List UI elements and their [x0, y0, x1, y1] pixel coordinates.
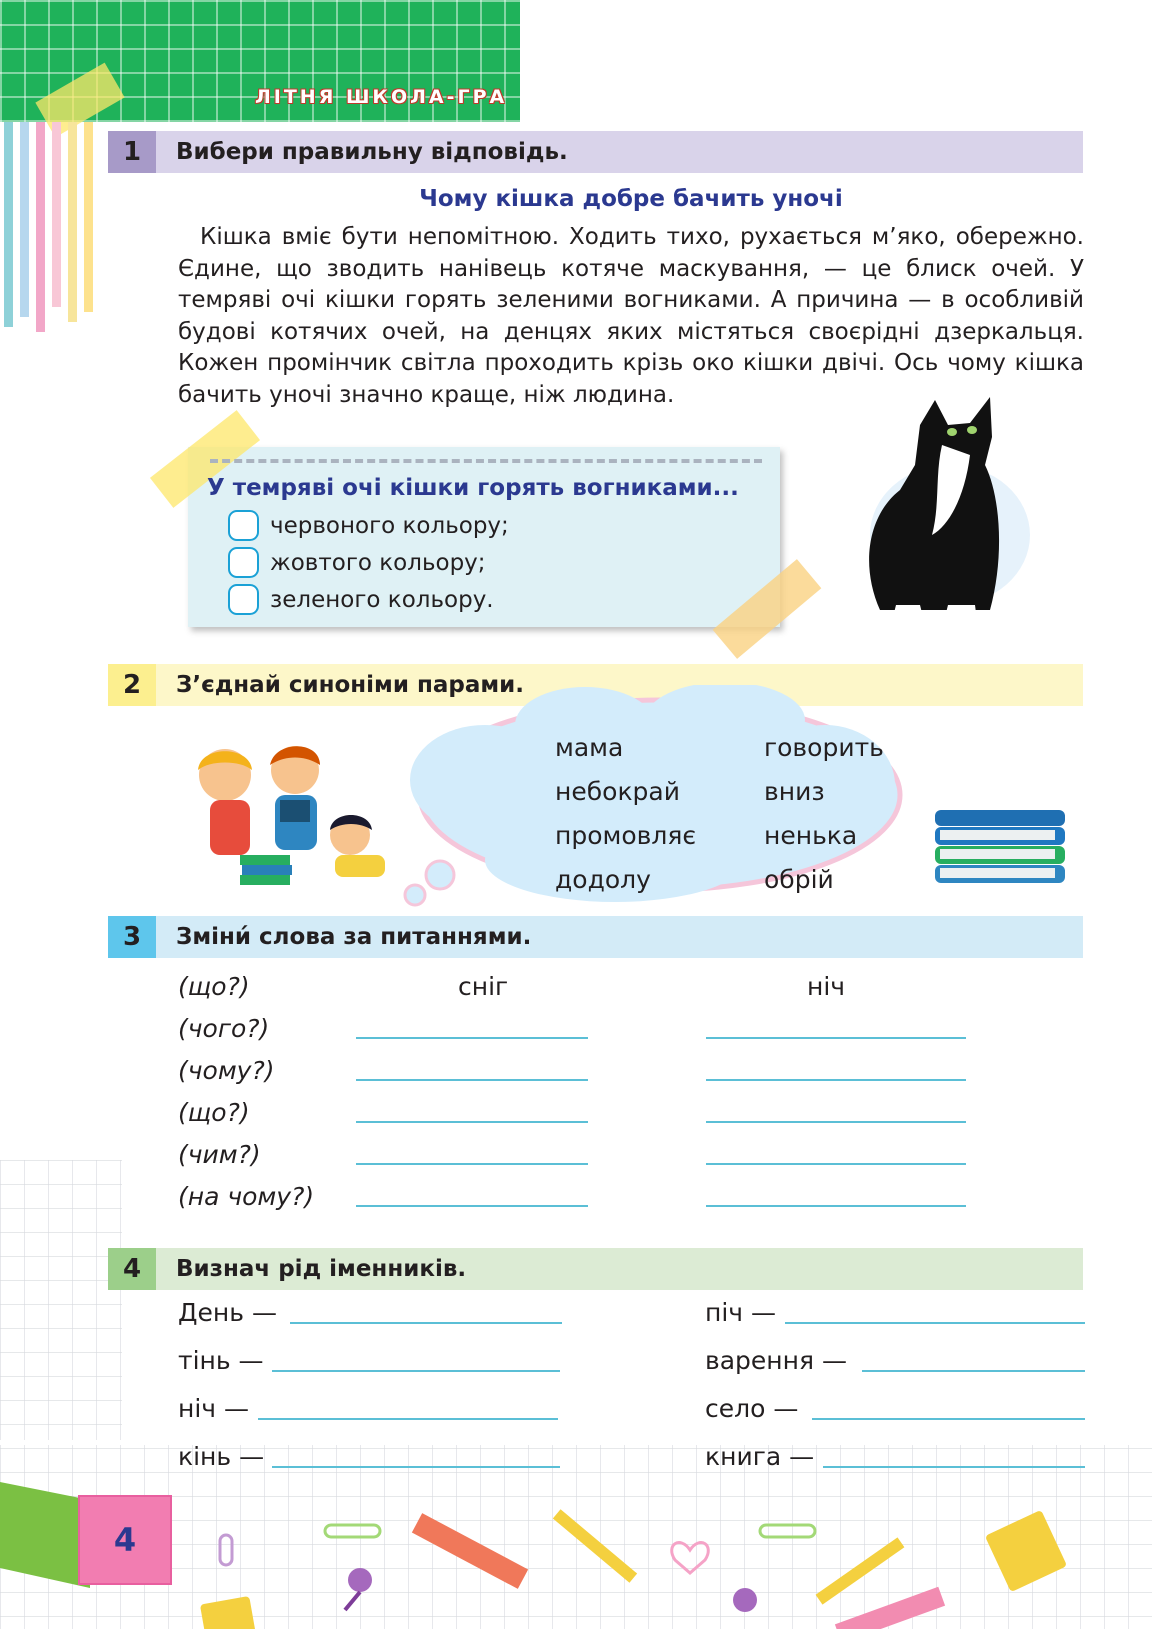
paperclip-icon — [325, 1525, 380, 1537]
chalk-stripes-decoration — [0, 122, 100, 342]
ruler-icon — [835, 1587, 945, 1629]
question-label: (що?) — [178, 1098, 250, 1127]
cat-illustration — [840, 385, 1030, 615]
pushpin-icon — [733, 1588, 757, 1612]
answer-line[interactable] — [356, 1121, 588, 1123]
task2-title: З’єднай синоніми парами. — [176, 672, 525, 698]
option-label: жовтого кольору; — [270, 549, 486, 576]
noun-label: кінь — — [178, 1442, 265, 1471]
answer-line[interactable] — [706, 1079, 966, 1081]
noun-label: ніч — — [178, 1394, 250, 1423]
noun-label: День — — [178, 1298, 277, 1327]
quiz-option[interactable] — [228, 547, 486, 578]
synonym-left-word: мама — [555, 733, 624, 762]
pushpin-icon — [345, 1568, 372, 1610]
dashed-divider — [210, 459, 762, 463]
option-checkbox[interactable] — [228, 584, 259, 615]
answer-line[interactable] — [706, 1121, 966, 1123]
answer-line[interactable] — [823, 1466, 1085, 1468]
answer-line[interactable] — [272, 1370, 560, 1372]
option-checkbox[interactable] — [228, 547, 259, 578]
paperclip-icon — [220, 1535, 232, 1565]
task4-title: Визнач рід іменників. — [176, 1256, 467, 1282]
task3-header — [108, 916, 1083, 958]
synonym-right-word: обрій — [764, 865, 834, 894]
task3-title: Зміни́ слова за питаннями. — [176, 924, 532, 950]
books-stack-illustration — [930, 810, 1075, 895]
heart-icon — [672, 1543, 709, 1573]
answer-line[interactable] — [812, 1418, 1085, 1420]
children-reading-illustration — [180, 740, 420, 900]
question-label: (чого?) — [178, 1014, 270, 1043]
answer-line[interactable] — [356, 1037, 588, 1039]
synonym-right-word: ненька — [764, 821, 858, 850]
answer-line[interactable] — [706, 1163, 966, 1165]
noun-label: книга — — [705, 1442, 815, 1471]
noun-label: тінь — — [178, 1346, 264, 1375]
noun-label: село — — [705, 1394, 799, 1423]
noun-label: варення — — [705, 1346, 847, 1375]
question-label: (чим?) — [178, 1140, 261, 1169]
answer-line[interactable] — [862, 1370, 1085, 1372]
word-night: ніч — [807, 972, 846, 1001]
story-text: Кішка вміє бути непомітною. Ходить тихо, рухається м’яко, обережно. Єдине, що зводить нанівець котяче маскування, — це блиск очей. У темряві очі кішки горять зеленими вогниками. А причина — в особливій будові котячих очей, на денцях яких містяться своєрідні дзеркальця. Кожен промінчик світла проходить крізь око кішки двічі. Ось чому кішка бачить уночі значно краще, ніж людина. — [178, 224, 1084, 408]
stationery-decorations — [195, 1505, 1095, 1629]
task1-number: 1 — [108, 131, 156, 173]
story-title: Чому кішка добре бачить уночі — [419, 186, 843, 212]
answer-line[interactable] — [356, 1079, 588, 1081]
word-snow: сніг — [458, 972, 509, 1001]
quiz-option[interactable] — [228, 584, 494, 615]
question-label: (на чому?) — [178, 1182, 315, 1211]
answer-line[interactable] — [785, 1322, 1085, 1324]
answer-line[interactable] — [356, 1205, 588, 1207]
answer-line[interactable] — [290, 1322, 562, 1324]
task4-number: 4 — [108, 1248, 156, 1290]
answer-line[interactable] — [272, 1466, 560, 1468]
synonym-left-word: промовляє — [555, 821, 697, 850]
question-label: (чому?) — [178, 1056, 275, 1085]
quiz-option[interactable] — [228, 510, 509, 541]
page-number: 4 — [78, 1495, 172, 1585]
answer-line[interactable] — [706, 1037, 966, 1039]
answer-line[interactable] — [356, 1163, 588, 1165]
notebook-icon — [985, 1510, 1067, 1592]
task4-header — [108, 1248, 1083, 1290]
question-label: (що?) — [178, 972, 250, 1001]
option-checkbox[interactable] — [228, 510, 259, 541]
green-crayon-decoration — [0, 1470, 90, 1590]
synonym-left-word: небокрай — [555, 777, 680, 806]
quiz-question: У темряві очі кішки горять вогниками... — [207, 475, 739, 501]
answer-line[interactable] — [258, 1418, 558, 1420]
pencil-icon — [816, 1537, 905, 1604]
synonym-left-word: додолу — [555, 865, 651, 894]
option-label: червоного кольору; — [270, 512, 509, 539]
ruler-icon — [412, 1513, 528, 1589]
notebook-icon — [200, 1596, 256, 1629]
option-label: зеленого кольору. — [270, 586, 494, 613]
paperclip-icon — [760, 1525, 815, 1537]
banner-title: ЛІТНЯ ШКОЛА-ГРА — [255, 86, 508, 108]
task3-number: 3 — [108, 916, 156, 958]
task1-header — [108, 131, 1083, 173]
answer-line[interactable] — [706, 1205, 966, 1207]
task2-number: 2 — [108, 664, 156, 706]
task1-title: Вибери правильну відповідь. — [176, 139, 568, 165]
synonym-right-word: говорить — [764, 733, 884, 762]
noun-label: піч — — [705, 1298, 777, 1327]
synonym-right-word: вниз — [764, 777, 825, 806]
pencil-icon — [553, 1509, 637, 1582]
